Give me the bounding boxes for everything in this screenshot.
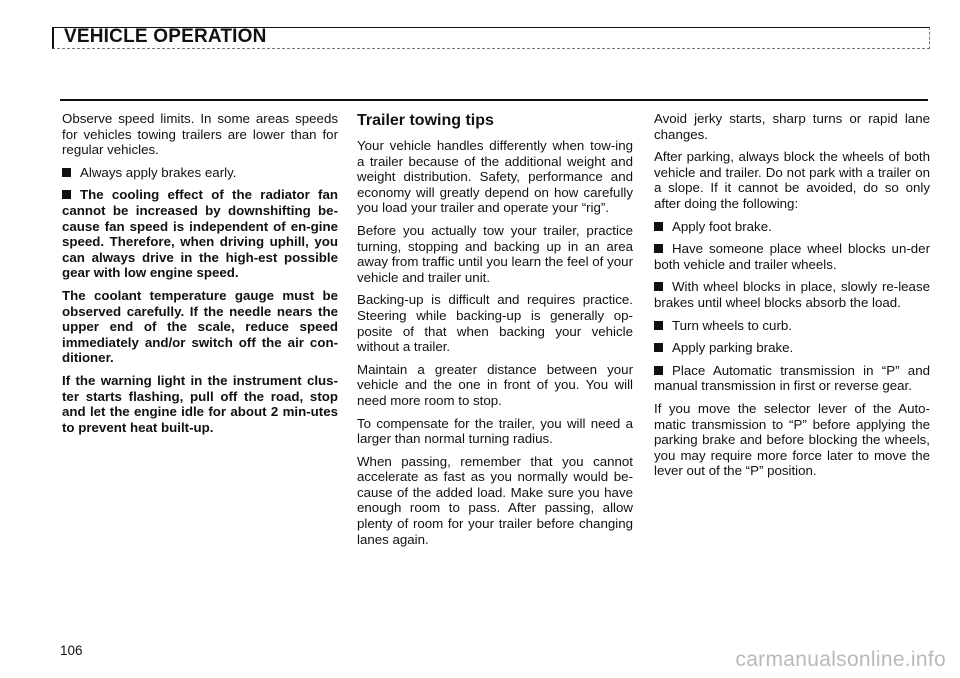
column-right: [654, 111, 930, 486]
bullet-square-icon: [654, 222, 663, 231]
bullet-square-icon: [654, 321, 663, 330]
paragraph: When passing, remember that you cannot accelerate as fast as you normally would be-cause of the added load. Make sure you have enough room to pass. After passing, allow plenty of room for your trailer before changing lanes again.: [357, 453, 633, 547]
paragraph: Before you actually tow your trailer, practice turning, stopping and backing up in an area away from traffic until you learn the feel of your vehicle and trailer unit.: [357, 222, 633, 285]
bullet-square-icon: [654, 343, 663, 352]
section-heading: Trailer towing tips: [357, 112, 494, 129]
column-middle: [357, 111, 633, 554]
paragraph: If you move the selector lever of the Auto-matic transmission to “P” before applying the parking brake and before blocking the wheels, you may require more force later to move the lever out of the “P” position.: [654, 400, 930, 479]
bullet-item: The cooling effect of the radiator fan cannot be increased by downshifting be-cause fan speed is independent of en-gine speed. Therefore, when driving uphill, you can always drive in the high-est possible gear with low engine speed.: [62, 187, 338, 281]
bullet-square-icon: [62, 168, 71, 177]
paragraph: After parking, always block the wheels of both vehicle and trailer. Do not park with a trailer on a slope. If it cannot be avoided, do so only after doing the following:: [654, 149, 930, 211]
paragraph-warning-light: If the warning light in the instrument clus-ter starts flashing, pull off the road, stop and let the engine idle for about 2 min-utes to prevent heat built-up.: [62, 372, 338, 435]
header-rule: [60, 99, 928, 101]
bullet-item: Have someone place wheel blocks un-der both vehicle and trailer wheels.: [654, 241, 930, 272]
watermark: carmanualsonline.info: [735, 648, 946, 671]
paragraph-coolant-gauge: The coolant temperature gauge must be observed carefully. If the needle nears the upper end of the scale, reduce speed immediately and/or switch off the air con-ditioner.: [62, 287, 338, 366]
bullet-item: Apply parking brake.: [654, 340, 930, 356]
bullet-square-icon: [654, 282, 663, 291]
paragraph-speed-limits: Observe speed limits. In some areas speeds for vehicles towing trailers are lower than for regular vehicles.: [62, 111, 338, 158]
bullet-square-icon: [654, 366, 663, 375]
bullet-item: With wheel blocks in place, slowly re-lease brakes until wheel blocks absorb the load.: [654, 279, 930, 310]
bullet-item: Place Automatic transmission in “P” and manual transmission in first or reverse gear.: [654, 362, 930, 394]
section-title: VEHICLE OPERATION: [64, 26, 267, 47]
bullet-square-icon: [62, 190, 71, 199]
paragraph: Backing-up is difficult and requires practice. Steering while backing-up is generally op-posite of that when backing your vehicle without a trailer.: [357, 292, 633, 355]
page-number: 106: [60, 643, 83, 658]
paragraph: Maintain a greater distance between your vehicle and the one in front of you. You will need more room to stop.: [357, 361, 633, 408]
paragraph: To compensate for the trailer, you will need a larger than normal turning radius.: [357, 415, 633, 447]
paragraph: Your vehicle handles differently when tow-ing a trailer because of the additional weight and weight distribution. Safety, performance and economy will greatly depend on how carefully you load your trailer and operate your “rig”.: [357, 138, 633, 216]
bullet-item: Apply foot brake.: [654, 219, 930, 235]
bullet-square-icon: [654, 244, 663, 253]
column-left: [62, 111, 338, 442]
bullet-item: Turn wheels to curb.: [654, 318, 930, 334]
bullet-item: Always apply brakes early.: [62, 165, 338, 181]
paragraph: Avoid jerky starts, sharp turns or rapid lane changes.: [654, 111, 930, 142]
